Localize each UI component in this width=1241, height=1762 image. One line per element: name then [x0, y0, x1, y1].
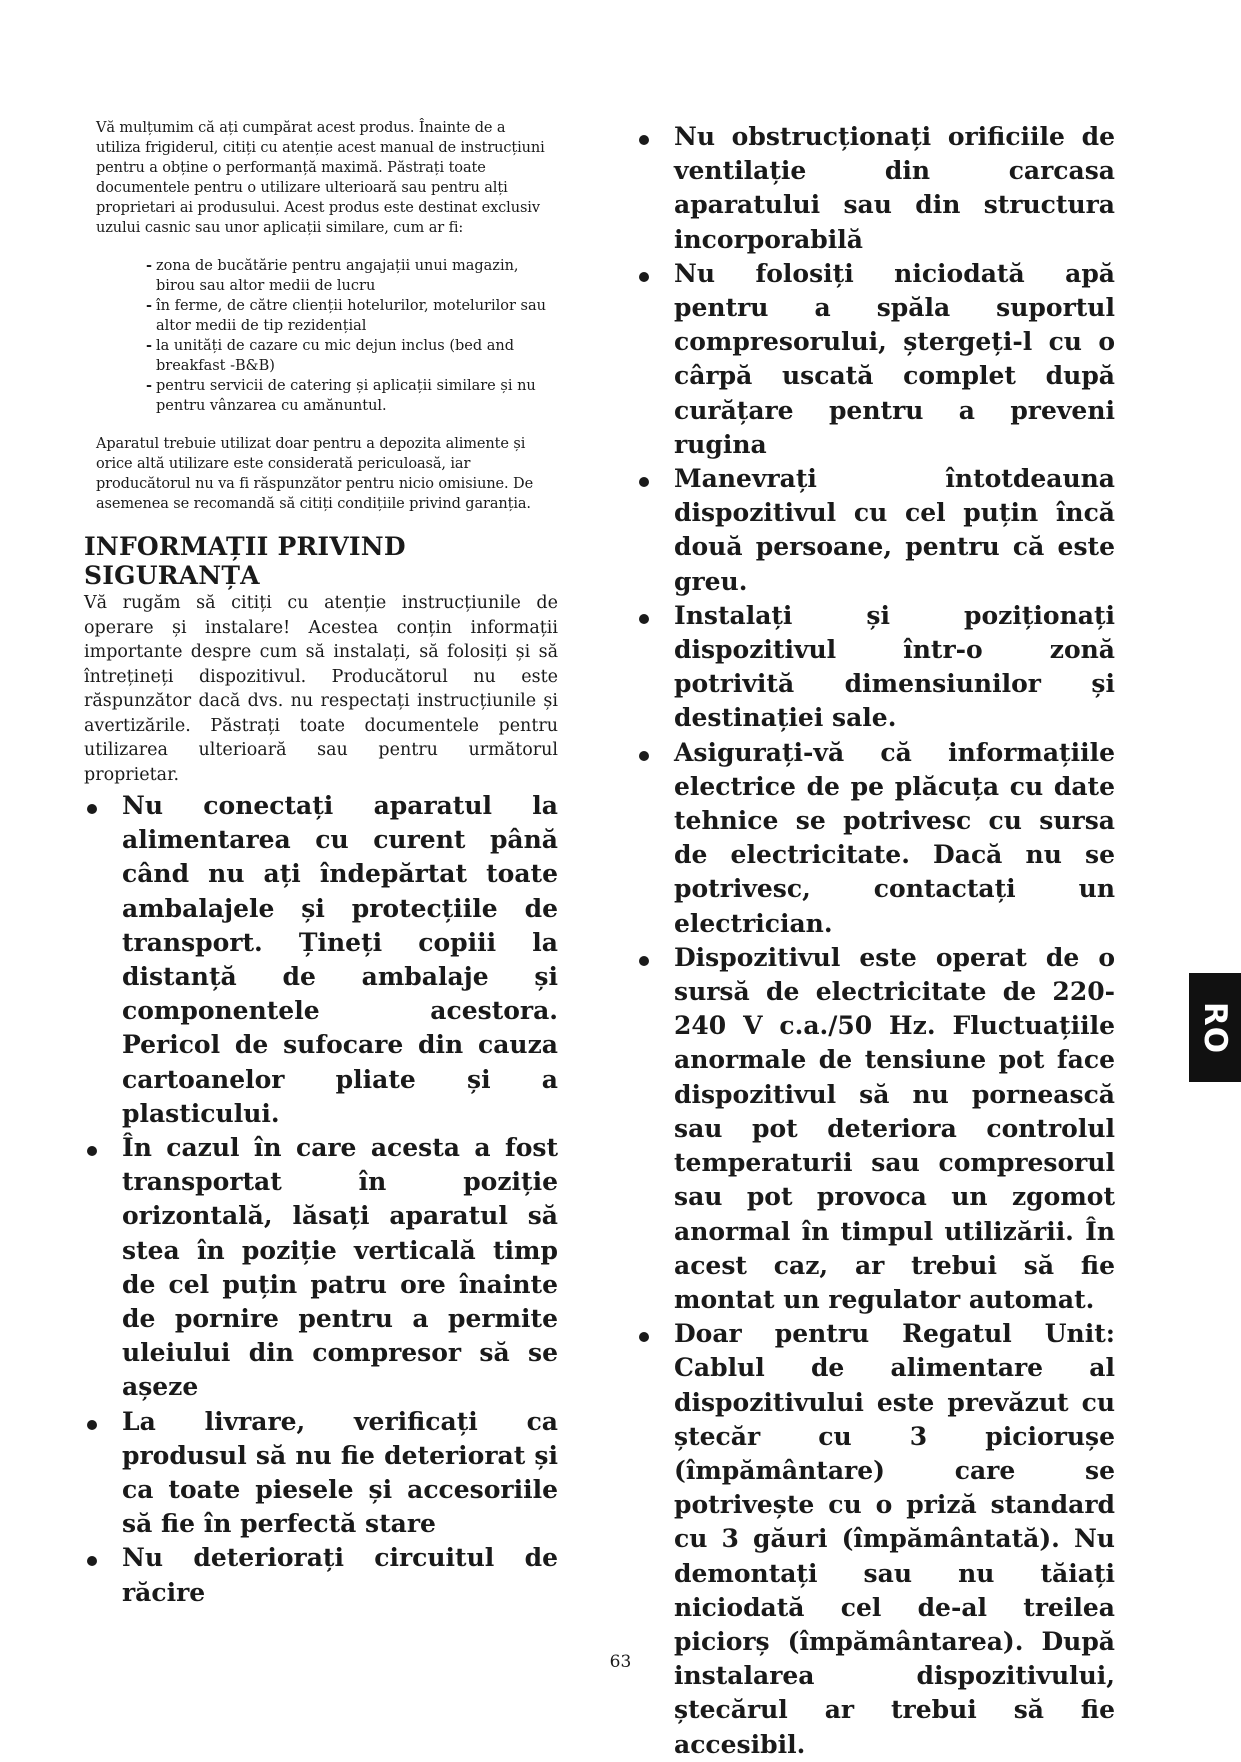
- page-number: 63: [609, 1652, 632, 1672]
- usage-item: - în ferme, de către clienții hotelurilor, motelurilor sau altor medii de tip rezidențial: [146, 297, 546, 334]
- dash-bullet: -: [146, 297, 153, 314]
- bullet-dot-icon: [639, 956, 649, 966]
- dash-bullet: -: [146, 377, 153, 394]
- bullet-dot-icon: [639, 272, 649, 282]
- safety-item: La livrare, verificați ca produsul să nu fie deteriorat și ca toate piesele și accesoriile să fie în perfectă stare: [84, 1405, 558, 1542]
- safety-item: Manevrați întotdeauna dispozitivul cu cel puțin încă două persoane, pentru că este greu.: [636, 462, 1115, 599]
- safety-item: Asigurați-vă că informațiile electrice de pe plăcuța cu date tehnice se potrivesc cu sursa de electricitate. Dacă nu se potrivesc, contactați un electrician.: [636, 736, 1115, 941]
- bullet-dot-icon: [87, 1420, 97, 1430]
- safety-item: Doar pentru Regatul Unit: Cablul de alimentare al dispozitivului este prevăzut cu ștecăr cu 3 piciorușe (împământare) care se potrivește cu o priză standard cu 3 găuri (împământată). Nu demontați sau nu tăiați niciodată cel de-al treilea piciorș (împământarea). După instalarea dispozitivului, ștecărul ar trebui să fie accesibil.: [636, 1317, 1115, 1762]
- safety-item: Nu deteriorați circuitul de răcire: [84, 1541, 558, 1609]
- usage-disclaimer: Aparatul trebuie utilizat doar pentru a depozita alimente și orice altă utilizare este considerată periculoasă, iar producătorul nu va fi răspunzător pentru nicio omisiune. De asemenea se recomandă să citiți condițiile privind garanția.: [96, 436, 534, 512]
- safety-intro-paragraph: Vă rugăm să citiți cu atenție instrucțiunile de operare și instalare! Acestea conțin informații importante despre cum să instalați, să folosiți și să întrețineți dispozitivul. Producătorul nu este răspunzător dacă dvs. nu respectați instrucțiunile și avertizările. Păstrați toate documentele pentru utilizarea ulterioară sau pentru următorul proprietar.: [84, 593, 558, 785]
- bullet-dot-icon: [639, 477, 649, 487]
- safety-item: Dispozitivul este operat de o sursă de electricitate de 220-240 V c.a./50 Hz. Fluctuațiile anormale de tensiune pot face dispozitivul să nu pornească sau pot deteriora controlul temperaturii sau compresorul sau pot provoca un zgomot anormal în timpul utilizării. În acest caz, ar trebui să fie montat un regulator automat.: [636, 941, 1115, 1317]
- dash-bullet: -: [146, 337, 153, 354]
- usage-list: [146, 256, 556, 416]
- usage-item: - zona de bucătărie pentru angajații unui magazin, birou sau altor medii de lucru: [146, 257, 519, 294]
- bullet-dot-icon: [639, 135, 649, 145]
- safety-item: Nu obstrucționați orificiile de ventilație din carcasa aparatului sau din structura incorporabilă: [636, 120, 1115, 257]
- usage-item: - pentru servicii de catering și aplicații similare și nu pentru vânzarea cu amănuntul.: [146, 377, 536, 414]
- safety-item: Nu folosiți niciodată apă pentru a spăla suportul compresorului, ștergeți-l cu o cârpă uscată complet după curățare pentru a preveni rugina: [636, 257, 1115, 462]
- bullet-dot-icon: [639, 614, 649, 624]
- bullet-dot-icon: [639, 1332, 649, 1342]
- safety-item: În cazul în care acesta a fost transportat în poziție orizontală, lăsați aparatul să stea în poziție verticală timp de cel puțin patru ore înainte de pornire pentru a permite uleiului din compresor să se așeze: [84, 1131, 558, 1405]
- safety-item: Instalați și poziționați dispozitivul într-o zonă potrivită dimensiunilor și destinației sale.: [636, 599, 1115, 736]
- bullet-dot-icon: [639, 751, 649, 761]
- bullet-dot-icon: [87, 1146, 97, 1156]
- bullet-dot-icon: [87, 804, 97, 814]
- language-tab: [1189, 973, 1241, 1082]
- safety-list-right: [636, 120, 1115, 1762]
- bullet-dot-icon: [87, 1556, 97, 1566]
- safety-item: Nu conectați aparatul la alimentarea cu curent până când nu ați îndepărtat toate ambalajele și protecțiile de transport. Țineți copiii la distanță de ambalaje și componentele acestora. Pericol de sufocare din cauza cartoanelor pliate și a plasticului.: [84, 789, 558, 1131]
- intro-paragraph: Vă mulțumim că ați cumpărat acest produs. Înainte de a utiliza frigiderul, citiți cu atenție acest manual de instrucțiuni pentru a obține o performanță maximă. Păstrați toate documentele pentru o utilizare ulterioară sau pentru alți proprietari ai produsului. Acest produs este destinat exclusiv uzului casnic sau unor aplicații similare, cum ar fi:: [96, 120, 545, 236]
- section-heading: INFORMAȚII PRIVIND SIGURANȚA: [84, 532, 406, 590]
- safety-list-left: [84, 789, 558, 1610]
- usage-item: - la unități de cazare cu mic dejun inclus (bed and breakfast -B&B): [146, 337, 515, 374]
- dash-bullet: -: [146, 257, 153, 274]
- language-label: RO: [1197, 1001, 1233, 1054]
